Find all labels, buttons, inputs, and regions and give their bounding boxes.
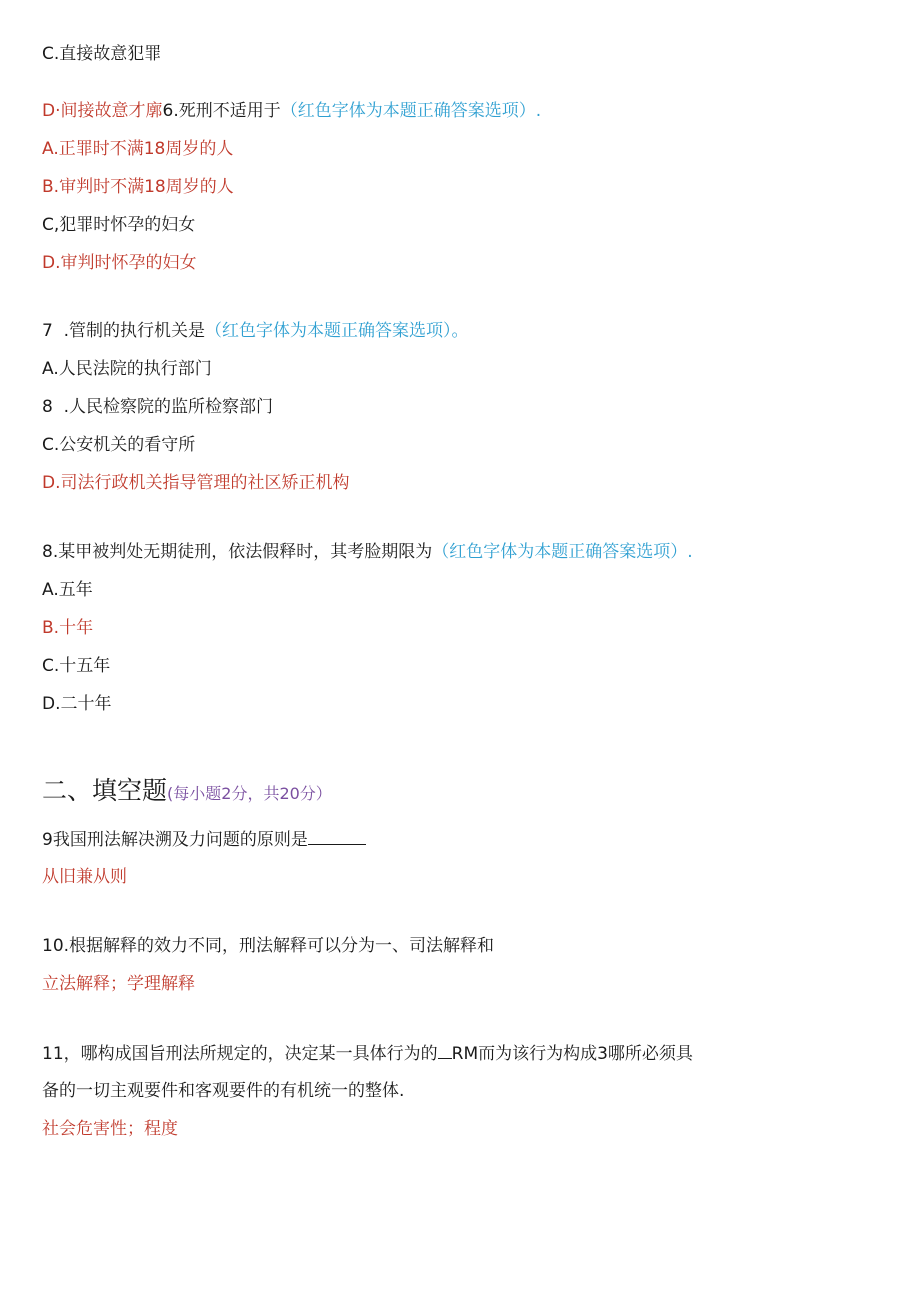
q8-option-d: D.二十年 — [42, 694, 112, 714]
q6-end: . — [535, 101, 542, 121]
q7-end: 。 — [451, 321, 469, 341]
q9-stem-line — [42, 828, 366, 851]
q11-answer: 社会危害性；程度 — [42, 1119, 178, 1139]
q11-stem-part2: RM而为该行为构成3哪所必须具 — [451, 1044, 693, 1064]
q7-stem-line — [42, 320, 469, 342]
q7-option-a: A.人民法院的执行部门 — [42, 359, 212, 379]
q8-stem: 8.某甲被判处无期徒刑，依法假释时，其考脸期限为 — [42, 542, 433, 562]
section-subtitle: (每小题2分，共20分） — [167, 784, 332, 803]
q8-option-a: A.五年 — [42, 580, 93, 600]
q11-stem-line2: 备的一切主观要件和客观要件的有机统一的整体. — [42, 1081, 405, 1101]
q10-stem: 10.根据解释的效力不同，刑法解释可以分为一、司法解释和 — [42, 936, 495, 956]
q6-option-b: B.审判时不满18周岁的人 — [42, 177, 234, 197]
q11-stem-line1 — [42, 1042, 693, 1065]
q11-blank — [438, 1042, 452, 1059]
q7-hint: （红色字体为本题正确答案选项） — [205, 321, 452, 341]
q6-option-d: D.审判时怀孕的妇女 — [42, 253, 197, 273]
q6-hint: （红色字体为本题正确答案选项） — [280, 101, 536, 121]
q8-option-c: C.十五年 — [42, 656, 111, 676]
q9-answer: 从旧兼从则 — [42, 867, 127, 887]
q7-stem: 7 .管制的执行机关是 — [42, 321, 206, 341]
q10-answer: 立法解释；学理解释 — [42, 974, 195, 994]
q7-option-b: 8 .人民检察院的监所检察部门 — [42, 397, 274, 417]
q8-stem-line — [42, 541, 693, 563]
q8-hint: （红色字体为本题正确答案选项） — [432, 542, 688, 562]
q5-option-c: C.直接故意犯罪 — [42, 44, 162, 64]
q6-option-c: C,犯罪时怀孕的妇女 — [42, 215, 196, 235]
q5-option-d: D·间接故意才廓 — [42, 101, 163, 121]
q9-stem: 9我国刑法解决溯及力问题的原则是 — [42, 830, 308, 850]
q8-option-b: B.十年 — [42, 618, 94, 638]
q5-option-d-q6-stem — [42, 100, 541, 122]
q7-option-d: D.司法行政机关指导管理的社区矫正机构 — [42, 473, 350, 493]
q6-stem: 6.死刑不适用于 — [162, 101, 281, 121]
q8-end: . — [687, 542, 693, 562]
section-title — [42, 776, 332, 809]
q9-blank — [308, 828, 366, 845]
q6-option-a: A.正罪时不满18周岁的人 — [42, 139, 234, 159]
section-title-text: 二、填空题 — [42, 776, 168, 805]
q11-stem-part1: 11，哪构成国旨刑法所规定的，决定某一具体行为的 — [42, 1044, 438, 1064]
q7-option-c: C.公安机关的看守所 — [42, 435, 196, 455]
